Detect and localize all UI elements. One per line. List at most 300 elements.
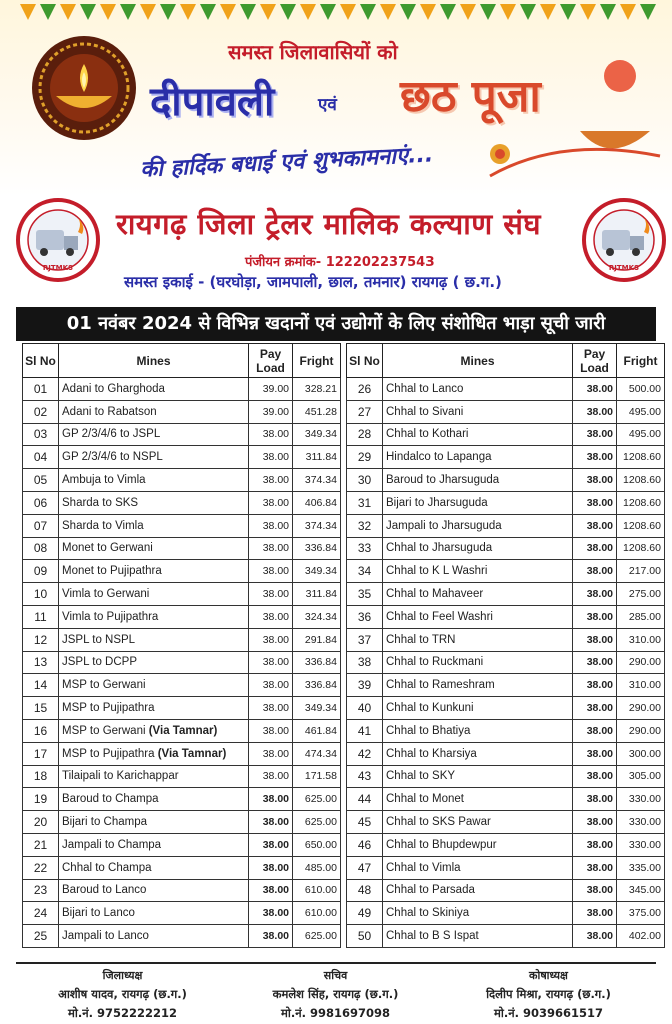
mine-route: Chhal to SKY (386, 770, 456, 783)
pay-load-cell: 38.00 (573, 491, 617, 514)
pay-load-cell: 38.00 (249, 446, 293, 469)
mine-route: Chhal to Rameshram (386, 679, 495, 692)
mine-route: MSP to Pujipathra (62, 702, 155, 715)
mine-cell (59, 811, 249, 834)
mine-cell (383, 833, 573, 856)
freight-table-right (346, 343, 665, 948)
mine-route: Bijari to Jharsuguda (386, 496, 488, 509)
sl-no-header: Sl No (347, 344, 383, 378)
mine-cell (59, 378, 249, 401)
mine-route: Hindalco to Lapanga (386, 451, 492, 464)
sl-no-cell: 08 (23, 537, 59, 560)
mine-cell (59, 833, 249, 856)
pay-load-cell: 38.00 (249, 628, 293, 651)
mine-route: Chhal to Ruckmani (386, 656, 484, 669)
table-row (347, 514, 665, 537)
logo-text-right: RJTMKS (608, 264, 640, 272)
fright-cell: 402.00 (617, 925, 665, 948)
signatories-footer (16, 962, 656, 1022)
pay-load-cell: 38.00 (249, 833, 293, 856)
mine-route: GP 2/3/4/6 to NSPL (62, 451, 163, 464)
pay-load-cell: 38.00 (573, 651, 617, 674)
mine-route: MSP to Pujipathra (62, 747, 155, 760)
mine-cell (59, 491, 249, 514)
pay-label: Pay (259, 346, 282, 361)
table-row (347, 811, 665, 834)
fright-cell: 625.00 (293, 925, 341, 948)
mine-cell (383, 446, 573, 469)
mine-cell (383, 719, 573, 742)
mine-route: Chhal to B S Ispat (386, 930, 479, 943)
sl-no-cell: 48 (347, 879, 383, 902)
pay-load-cell: 38.00 (573, 446, 617, 469)
mine-cell (383, 925, 573, 948)
fright-cell: 375.00 (617, 902, 665, 925)
fright-cell: 290.00 (617, 719, 665, 742)
sl-no-cell: 31 (347, 491, 383, 514)
sl-no-cell: 29 (347, 446, 383, 469)
table-row (23, 925, 341, 948)
treasurer-role: कोषाध्यक्ष (529, 969, 568, 982)
mine-cell (59, 765, 249, 788)
sl-no-cell: 50 (347, 925, 383, 948)
sl-no-cell: 12 (23, 628, 59, 651)
mine-cell (59, 788, 249, 811)
treasurer-name: दिलीप मिश्रा, रायगढ़ (छ.ग.) (486, 987, 611, 1001)
mine-cell (383, 902, 573, 925)
table-row (347, 400, 665, 423)
mine-cell (59, 605, 249, 628)
table-row (347, 446, 665, 469)
pay-load-cell: 38.00 (249, 674, 293, 697)
mine-cell (59, 537, 249, 560)
sl-no-cell: 11 (23, 605, 59, 628)
fright-cell: 625.00 (293, 788, 341, 811)
president-role: जिलाध्यक्ष (102, 969, 143, 982)
mine-route: Adani to Rabatson (62, 405, 157, 418)
sl-no-cell: 41 (347, 719, 383, 742)
mine-route: Chhal to TRN (386, 633, 456, 646)
mine-cell (383, 879, 573, 902)
sl-no-cell: 16 (23, 719, 59, 742)
sl-no-cell: 23 (23, 879, 59, 902)
sl-no-cell: 10 (23, 583, 59, 606)
mine-cell (59, 514, 249, 537)
mine-route: Chhal to Sivani (386, 405, 464, 418)
sl-no-cell: 28 (347, 423, 383, 446)
mine-cell (59, 400, 249, 423)
sl-no-header: Sl No (23, 344, 59, 378)
secretary-block (229, 966, 442, 1023)
mine-cell (383, 674, 573, 697)
table-row (347, 765, 665, 788)
table-row (347, 719, 665, 742)
fright-cell: 650.00 (293, 833, 341, 856)
pay-load-header (249, 344, 293, 378)
sl-no-cell: 35 (347, 583, 383, 606)
pay-load-cell: 38.00 (573, 742, 617, 765)
president-block (16, 966, 229, 1023)
table-row (347, 423, 665, 446)
notice-bar: 01 नवंबर 2024 से विभिन्न खदानों एवं उद्योगों के लिए संशोधित भाड़ा सूची जारी (16, 307, 656, 341)
mine-route: Chhal to Kothari (386, 428, 469, 441)
table-row (347, 651, 665, 674)
mine-route: Chhal to K L Washri (386, 565, 488, 578)
mine-route: Chhal to Bhupdewpur (386, 838, 497, 851)
pay-load-cell: 38.00 (249, 537, 293, 560)
mine-cell (59, 423, 249, 446)
pay-load-cell: 38.00 (573, 697, 617, 720)
table-row (23, 628, 341, 651)
mine-route: MSP to Gerwani (62, 724, 146, 737)
fright-cell: 291.84 (293, 628, 341, 651)
mine-route: Chhal to Vimla (386, 861, 461, 874)
mine-cell (383, 560, 573, 583)
pay-load-cell: 38.00 (573, 856, 617, 879)
association-logo-right (582, 198, 666, 282)
mine-route: Adani to Gharghoda (62, 382, 165, 395)
fright-cell: 275.00 (617, 583, 665, 606)
fright-cell: 330.00 (617, 811, 665, 834)
fright-cell: 1208.60 (617, 469, 665, 492)
table-row (23, 423, 341, 446)
fright-cell: 336.84 (293, 537, 341, 560)
fright-cell: 217.00 (617, 560, 665, 583)
registration-number: पंजीयन क्रमांक- 12220223754З (245, 255, 435, 270)
table-header-row (347, 344, 665, 378)
fright-cell: 335.00 (617, 856, 665, 879)
mine-cell (59, 902, 249, 925)
sl-no-cell: 05 (23, 469, 59, 492)
fright-header: Fright (617, 344, 665, 378)
table-row (347, 856, 665, 879)
mine-cell (383, 811, 573, 834)
fright-header: Fright (293, 344, 341, 378)
pay-load-cell: 38.00 (573, 811, 617, 834)
mine-cell (383, 537, 573, 560)
table-row (23, 833, 341, 856)
pay-load-cell: 38.00 (573, 925, 617, 948)
treasurer-mobile: मो.नं. 9039661517 (494, 1006, 603, 1020)
mine-cell (383, 400, 573, 423)
mine-route: Ambuja to Vimla (62, 474, 146, 487)
pay-load-cell: 38.00 (573, 628, 617, 651)
pay-load-cell: 38.00 (249, 719, 293, 742)
table-row (347, 469, 665, 492)
mine-route: Monet to Pujipathra (62, 565, 162, 578)
mine-cell (383, 788, 573, 811)
fright-cell: 495.00 (617, 400, 665, 423)
table-row (347, 902, 665, 925)
fright-cell: 625.00 (293, 811, 341, 834)
fright-cell: 610.00 (293, 879, 341, 902)
mine-route: Jampali to Lanco (62, 930, 149, 943)
pay-load-cell: 38.00 (249, 811, 293, 834)
table-row (347, 674, 665, 697)
fright-cell: 330.00 (617, 788, 665, 811)
table-row (23, 491, 341, 514)
pay-load-cell: 38.00 (573, 583, 617, 606)
table-row (347, 378, 665, 401)
sl-no-cell: 49 (347, 902, 383, 925)
mine-cell (59, 469, 249, 492)
mine-cell (59, 719, 249, 742)
pay-load-cell: 38.00 (249, 742, 293, 765)
mine-route: Chhal to Monet (386, 793, 464, 806)
mine-route: Chhal to Jharsuguda (386, 542, 493, 555)
mine-route: Bijari to Champa (62, 816, 148, 829)
fright-cell: 374.34 (293, 469, 341, 492)
president-mobile: मो.नं. 9752222212 (68, 1006, 177, 1020)
treasurer-block (442, 966, 655, 1023)
mine-route: Monet to Gerwani (62, 542, 153, 555)
table-row (347, 537, 665, 560)
pay-load-cell: 38.00 (573, 879, 617, 902)
pay-load-cell: 38.00 (249, 605, 293, 628)
mines-header: Mines (383, 344, 573, 378)
table-row (347, 833, 665, 856)
pay-load-cell: 38.00 (573, 765, 617, 788)
mine-cell (383, 628, 573, 651)
table-row (23, 446, 341, 469)
mine-route: Baroud to Lanco (62, 884, 147, 897)
mine-route: Chhal to Kunkuni (386, 702, 474, 715)
table-row (23, 788, 341, 811)
fright-cell: 610.00 (293, 902, 341, 925)
pay-load-cell: 38.00 (573, 423, 617, 446)
mine-cell (59, 560, 249, 583)
sl-no-cell: 02 (23, 400, 59, 423)
table-row (23, 719, 341, 742)
sl-no-cell: 43 (347, 765, 383, 788)
sl-no-cell: 17 (23, 742, 59, 765)
sl-no-cell: 13 (23, 651, 59, 674)
mine-cell (383, 765, 573, 788)
table-row (347, 491, 665, 514)
sl-no-cell: 09 (23, 560, 59, 583)
sl-no-cell: 24 (23, 902, 59, 925)
pay-load-cell: 38.00 (249, 651, 293, 674)
fright-cell: 330.00 (617, 833, 665, 856)
pay-load-cell: 38.00 (573, 560, 617, 583)
pay-load-cell: 38.00 (249, 856, 293, 879)
fright-cell: 328.21 (293, 378, 341, 401)
sl-no-cell: 32 (347, 514, 383, 537)
mine-cell (59, 583, 249, 606)
sl-no-cell: 27 (347, 400, 383, 423)
sl-no-cell: 19 (23, 788, 59, 811)
fright-cell: 485.00 (293, 856, 341, 879)
pay-load-cell: 38.00 (573, 719, 617, 742)
pay-load-cell: 38.00 (249, 469, 293, 492)
secretary-name: कमलेश सिंह, रायगढ़ (छ.ग.) (272, 987, 399, 1001)
table-row (347, 742, 665, 765)
mine-route: Bijari to Lanco (62, 907, 135, 920)
pay-load-cell: 39.00 (249, 400, 293, 423)
mine-cell (59, 446, 249, 469)
fright-cell: 1208.60 (617, 537, 665, 560)
sl-no-cell: 30 (347, 469, 383, 492)
pay-load-cell: 38.00 (249, 583, 293, 606)
diwali-heading: दीपावली (150, 79, 275, 125)
fright-cell: 461.84 (293, 719, 341, 742)
mine-cell (383, 742, 573, 765)
mine-cell (59, 856, 249, 879)
mine-route: Chhal to Feel Washri (386, 610, 493, 623)
table-row (23, 514, 341, 537)
pay-load-cell: 38.00 (249, 423, 293, 446)
mine-cell (383, 605, 573, 628)
fright-cell: 336.84 (293, 651, 341, 674)
pay-load-cell: 38.00 (573, 833, 617, 856)
pay-load-cell: 38.00 (573, 378, 617, 401)
mine-route: Chhal to Lanco (386, 382, 464, 395)
freight-table-left (22, 343, 341, 948)
sl-no-cell: 44 (347, 788, 383, 811)
sl-no-cell: 26 (347, 378, 383, 401)
mine-cell (383, 651, 573, 674)
table-row (23, 856, 341, 879)
mine-cell (383, 697, 573, 720)
sl-no-cell: 37 (347, 628, 383, 651)
sl-no-cell: 38 (347, 651, 383, 674)
mine-route: Vimla to Pujipathra (62, 610, 159, 623)
fright-cell: 349.34 (293, 697, 341, 720)
table-row (23, 583, 341, 606)
table-row (23, 469, 341, 492)
mine-route: Sharda to SKS (62, 496, 139, 509)
sl-no-cell: 04 (23, 446, 59, 469)
chhath-puja-art-icon (470, 36, 670, 186)
festive-banner (0, 0, 672, 196)
mine-route: Tilaipali to Karichappar (62, 770, 179, 783)
table-row (23, 697, 341, 720)
pay-load-cell: 38.00 (573, 537, 617, 560)
bunting-decoration (20, 4, 660, 26)
sl-no-cell: 01 (23, 378, 59, 401)
chhath-puja-heading: छठ पूजा (400, 71, 541, 122)
table-row (347, 697, 665, 720)
fright-cell: 349.34 (293, 560, 341, 583)
mine-route: Baroud to Jharsuguda (386, 474, 500, 487)
mine-route: Jampali to Champa (62, 838, 162, 851)
sl-no-cell: 06 (23, 491, 59, 514)
mine-route: Chhal to Skiniya (386, 907, 470, 920)
sl-no-cell: 22 (23, 856, 59, 879)
fright-cell: 171.58 (293, 765, 341, 788)
pay-load-cell: 39.00 (249, 378, 293, 401)
pay-load-cell: 38.00 (573, 605, 617, 628)
via-note: (Via Tamnar) (157, 747, 227, 760)
mine-cell (59, 879, 249, 902)
sl-no-cell: 47 (347, 856, 383, 879)
fright-cell: 311.84 (293, 583, 341, 606)
sl-no-cell: 46 (347, 833, 383, 856)
mine-cell (59, 925, 249, 948)
fright-cell: 311.84 (293, 446, 341, 469)
mine-route: Chhal to Bhatiya (386, 724, 471, 737)
fright-cell: 324.34 (293, 605, 341, 628)
fright-cell: 474.34 (293, 742, 341, 765)
table-row (23, 674, 341, 697)
sl-no-cell: 45 (347, 811, 383, 834)
mine-cell (59, 742, 249, 765)
table-row (347, 605, 665, 628)
mine-route: Chhal to Kharsiya (386, 747, 477, 760)
pay-load-cell: 38.00 (249, 925, 293, 948)
sl-no-cell: 07 (23, 514, 59, 537)
mine-cell (383, 583, 573, 606)
sl-no-cell: 03 (23, 423, 59, 446)
table-row (347, 788, 665, 811)
via-note: (Via Tamnar) (148, 724, 218, 737)
pay-load-cell: 38.00 (249, 788, 293, 811)
mine-cell (59, 674, 249, 697)
units-line: समस्त इकाई - (घरघोड़ा, जामपाली, छाल, तमनार) रायगढ़ ( छ.ग.) (124, 273, 502, 291)
pay-load-cell: 38.00 (249, 514, 293, 537)
pay-load-cell: 38.00 (249, 560, 293, 583)
mine-route: Chhal to Mahaveer (386, 588, 484, 601)
fright-cell: 336.84 (293, 674, 341, 697)
pay-load-cell: 38.00 (249, 765, 293, 788)
fright-cell: 349.34 (293, 423, 341, 446)
mine-cell (383, 491, 573, 514)
table-row (23, 537, 341, 560)
table-row (23, 651, 341, 674)
association-logo-left (16, 198, 100, 282)
table-header-row (23, 344, 341, 378)
fright-cell: 451.28 (293, 400, 341, 423)
mine-route: Chhal to Parsada (386, 884, 475, 897)
pay-load-cell: 38.00 (573, 674, 617, 697)
fright-cell: 374.34 (293, 514, 341, 537)
sl-no-cell: 42 (347, 742, 383, 765)
fright-cell: 300.00 (617, 742, 665, 765)
greeting-line-1: समस्त जिलावासियों को (228, 40, 398, 64)
sl-no-cell: 36 (347, 605, 383, 628)
sl-no-cell: 40 (347, 697, 383, 720)
sl-no-cell: 33 (347, 537, 383, 560)
fright-cell: 1208.60 (617, 446, 665, 469)
fright-cell: 345.00 (617, 879, 665, 902)
table-row (347, 925, 665, 948)
table-row (347, 583, 665, 606)
table-row (23, 742, 341, 765)
table-row (23, 605, 341, 628)
mine-cell (383, 856, 573, 879)
pay-load-cell: 38.00 (249, 697, 293, 720)
pay-load-header (573, 344, 617, 378)
table-row (23, 400, 341, 423)
fright-cell: 290.00 (617, 697, 665, 720)
table-row (23, 879, 341, 902)
diya-icon (30, 34, 138, 142)
pay-label: Pay (583, 346, 606, 361)
fright-cell: 406.84 (293, 491, 341, 514)
mine-route: Baroud to Champa (62, 793, 159, 806)
pay-load-cell: 38.00 (573, 400, 617, 423)
mine-cell (383, 378, 573, 401)
sl-no-cell: 18 (23, 765, 59, 788)
sl-no-cell: 25 (23, 925, 59, 948)
mine-route: Chhal to SKS Pawar (386, 816, 491, 829)
sl-no-cell: 20 (23, 811, 59, 834)
mine-route: JSPL to NSPL (62, 633, 136, 646)
mine-cell (383, 514, 573, 537)
pay-load-cell: 38.00 (573, 902, 617, 925)
logo-text-left: RJTMKS (42, 264, 74, 272)
mine-route: MSP to Gerwani (62, 679, 146, 692)
